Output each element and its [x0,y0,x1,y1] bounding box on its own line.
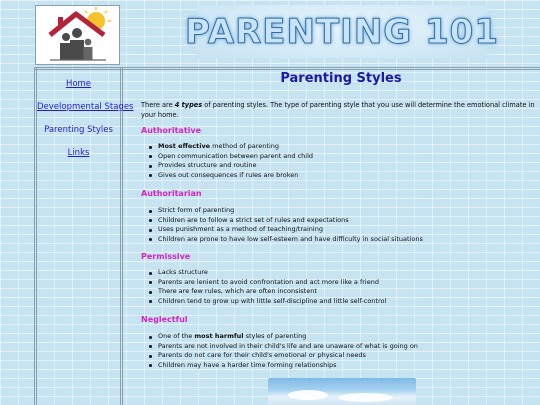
section-heading-neglectful: Neglectful [141,315,188,324]
list-item-emphasis: Most effective [158,142,211,150]
list-item-emphasis: most harmful [194,332,244,340]
list-item: Open communication between parent and child [148,152,533,162]
intro-text-rest: of parenting styles. The type of parenting style that you use will determine the emotional climate in your home. [141,101,535,119]
neglectful-list [148,332,533,370]
list-item: Parents are lenient to avoid confrontation and act more like a friend [148,278,533,288]
authoritative-list [148,142,533,180]
intro-paragraph [141,100,536,120]
family-house-logo-icon [36,6,119,64]
permissive-list [148,268,533,306]
list-item: Children are to follow a strict set of rules and expectations [148,216,533,226]
list-item-text-rest: styles of parenting [243,332,307,340]
nav-link-home[interactable]: Home [65,79,92,89]
list-item: Strict form of parenting [148,206,533,216]
section-heading-authoritative: Authoritative [141,126,202,135]
list-item: Children may have a harder time forming relationships [148,361,533,371]
authoritarian-list [148,206,533,244]
list-item: Provides structure and routine [148,161,533,171]
section-heading-authoritarian: Authoritarian [141,189,202,198]
intro-text: There are [141,101,175,109]
list-item: Parents are not involved in their child's life and are unaware of what is going on [148,342,533,352]
page-title: Parenting Styles [280,71,402,86]
sidebar-nav [34,67,134,405]
site-logo [35,5,120,65]
list-item: Children tend to grow up with little self-discipline and little self-control [148,297,533,307]
list-item [148,142,533,152]
sky-photo [268,378,416,405]
list-item: Parents do not care for their child's emotional or physical needs [148,351,533,361]
cloud-shape [338,393,393,402]
section-heading-permissive: Permissive [141,252,191,261]
cloud-shape [288,390,328,400]
list-item: Gives out consequences if rules are broken [148,171,533,181]
list-item: Lacks structure [148,268,533,278]
nav-link-links[interactable]: Links [67,148,90,158]
list-item: Children are prone to have low self-esteem and have difficulty in social situations [148,235,533,245]
site-title: PARENTING 101 [185,11,499,52]
intro-emphasis: 4 types [174,101,203,109]
nav-link-developmental-stages[interactable]: Developmental Stages [37,102,134,112]
site-banner [185,5,499,58]
list-item-text: method of parenting [210,142,280,150]
list-item: There are few rules, which are often inconsistent [148,287,533,297]
list-item [148,332,533,342]
list-item: Uses punishment as a method of teaching/training [148,225,533,235]
nav-link-parenting-styles[interactable]: Parenting Styles [44,125,113,135]
list-item-text: One of the [158,332,195,340]
